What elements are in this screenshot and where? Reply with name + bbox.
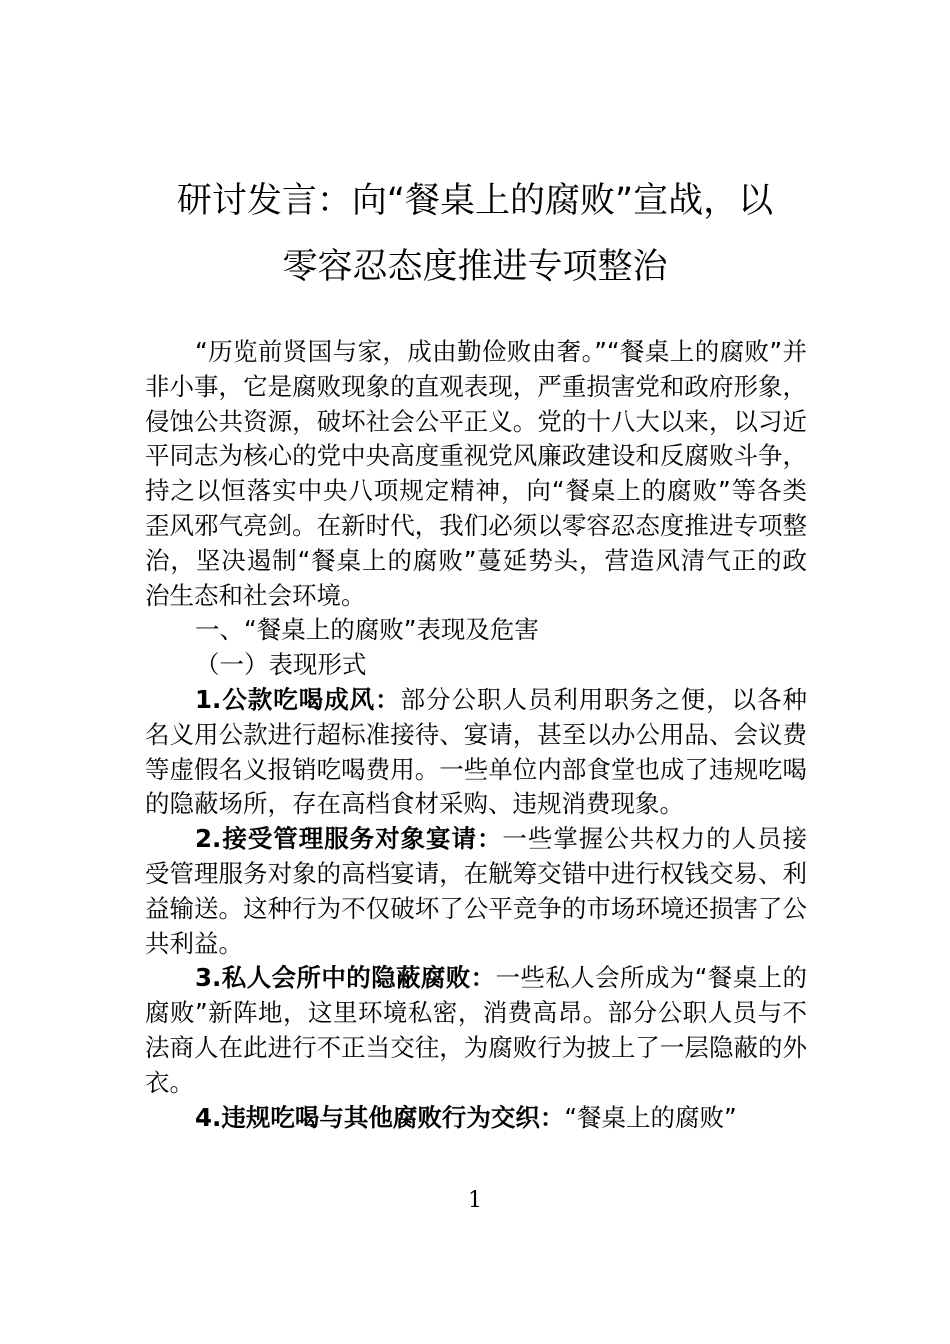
item-label: 2.接受管理服务对象宴请： [195, 824, 503, 854]
list-item [145, 1101, 807, 1136]
list-item [145, 683, 807, 822]
item-text: “餐桌上的腐败” [564, 1102, 737, 1132]
document-body [145, 335, 807, 1135]
item-text: 部分公职人员利用职务之便，以各种名义用公款进行超标准接待、宴请，甚至以办公用品、会议费等虚假名义报销吃喝费用。一些单位内部食堂也成了违规吃喝的隐蔽场所，存在高档食材采购、违规消费现象。 [145, 684, 808, 819]
document-title [140, 168, 810, 300]
list-item [145, 961, 807, 1100]
section-heading: 一、“餐桌上的腐败”表现及危害 [195, 615, 539, 645]
title-line-2: 零容忍态度推进专项整治 [282, 247, 668, 287]
item-label: 4.违规吃喝与其他腐败行为交织： [195, 1102, 565, 1132]
intro-paragraph: “历览前贤国与家，成由勤俭败由奢。”“餐桌上的腐败”并非小事，它是腐败现象的直观表现，严重损害党和政府形象，侵蚀公共资源，破坏社会公平正义。党的十八大以来，以习近平同志为核心的党中央高度重视党风廉政建设和反腐败斗争，持之以恒落实中央八项规定精神，向“餐桌上的腐败”等各类歪风邪气亮剑。在新时代，我们必须以零容忍态度推进专项整治，坚决遏制“餐桌上的腐败”蔓延势头，营造风清气正的政治生态和社会环境。 [145, 337, 807, 610]
page-number: 1 [468, 1188, 482, 1213]
list-item [145, 822, 807, 961]
item-text: 一些私人会所成为“餐桌上的腐败”新阵地，这里环境私密，消费高昂。部分公职人员与不法商人在此进行不正当交往，为腐败行为披上了一层隐蔽的外衣。 [145, 963, 807, 1097]
item-label: 1.公款吃喝成风： [195, 684, 401, 714]
title-line-1: 研讨发言：向“餐桌上的腐败”宣战，以 [176, 181, 774, 221]
item-label: 3.私人会所中的隐蔽腐败： [195, 963, 496, 993]
subsection-heading: （一）表现形式 [195, 650, 367, 680]
item-text: 一些掌握公共权力的人员接受管理服务对象的高档宴请，在觥筹交错中进行权钱交易、利益输送。这种行为不仅破坏了公平竞争的市场环境还损害了公共利益。 [145, 824, 807, 958]
